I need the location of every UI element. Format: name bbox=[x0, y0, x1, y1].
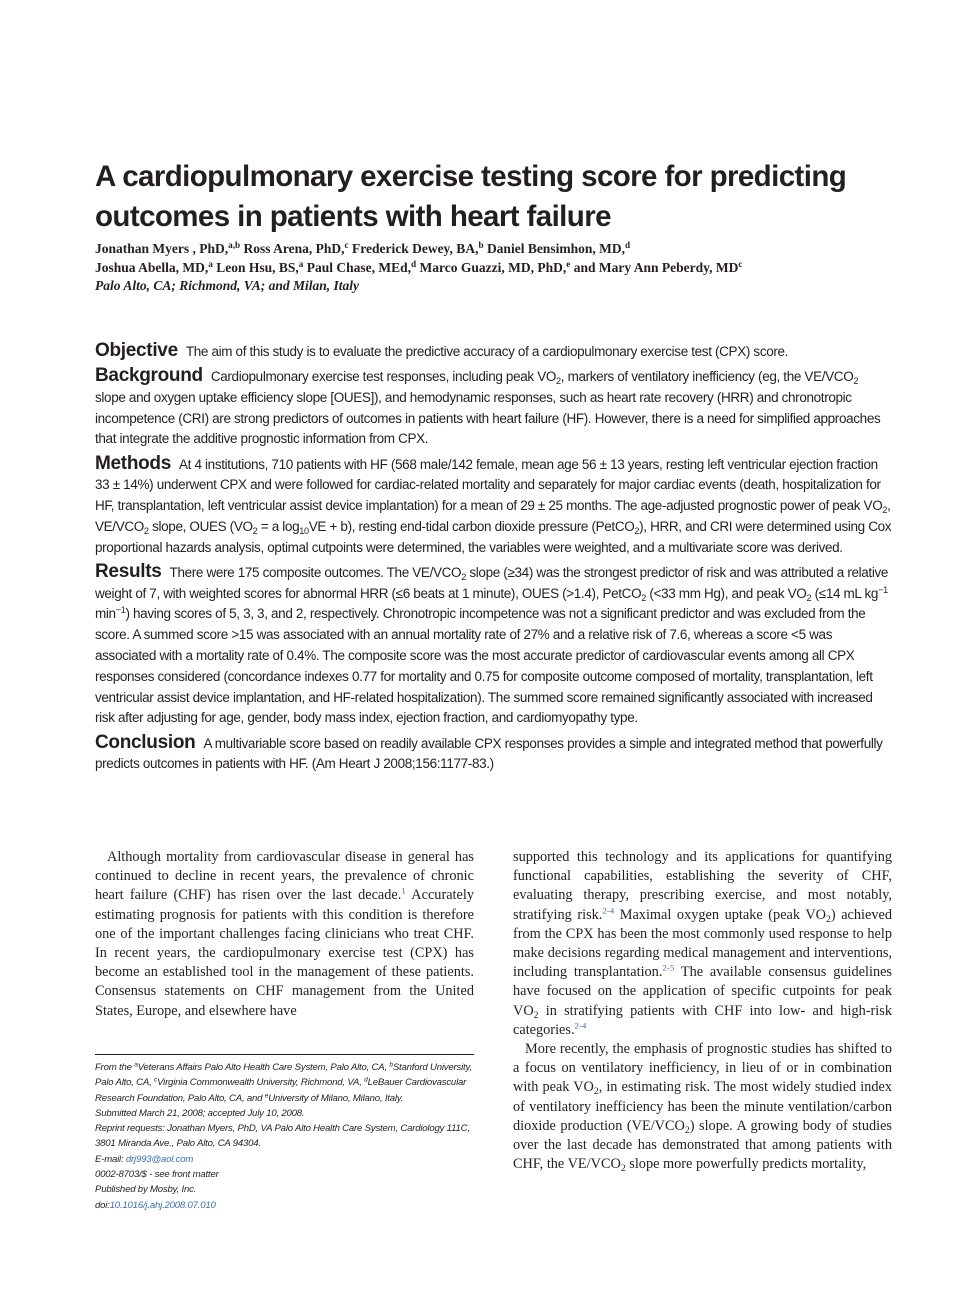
abstract-heading-results: Results bbox=[95, 560, 162, 582]
body-text: Maximal oxygen uptake (peak VO bbox=[614, 906, 826, 923]
abstract-text: min bbox=[95, 606, 116, 622]
doi-link[interactable]: 10.1016/j.ahj.2008.07.010 bbox=[109, 1199, 216, 1211]
article-title: A cardiopulmonary exercise testing score for predicting outcomes in patients with heart failure bbox=[95, 160, 847, 233]
abstract-objective bbox=[95, 341, 892, 363]
abstract-heading-conclusion: Conclusion bbox=[95, 731, 196, 753]
abstract-text: VE + b), resting end-tidal carbon dioxide pressure (PetCO bbox=[308, 518, 635, 534]
footnote-email bbox=[95, 1152, 474, 1167]
footnote-affiliations bbox=[95, 1060, 474, 1106]
subscript: 2 bbox=[882, 504, 888, 515]
body-text: supported this technology and its applications for quantifying functional capabilities, establishing the severity of CHF, evaluating therapy, prescribing exercise, and most notably, stratifying risk. bbox=[513, 849, 892, 923]
subscript: 2 bbox=[593, 1086, 599, 1098]
subscript: 2 bbox=[641, 592, 646, 603]
body-text: Accurately estimating prognosis for patients with this condition is therefore one of the important challenges facing clinicians who treat CHF. In recent years, the cardiopulmonary exercise test (CPX) has become an established tool in the management of these patients. Consensus statements on CHF management from the United States, Europe, and elsewhere have bbox=[95, 887, 474, 1019]
author-name: Jonathan Myers , PhD, bbox=[95, 241, 229, 256]
author-affil-mark: d bbox=[411, 258, 417, 269]
author-name: Paul Chase, MEd, bbox=[303, 259, 412, 275]
footnote-divider bbox=[95, 1054, 474, 1055]
author-affil-mark: a,b bbox=[228, 239, 241, 250]
body-column-left bbox=[95, 848, 474, 1021]
footnote-doi bbox=[95, 1198, 474, 1213]
footnote-text: Virginia Commonwealth University, Richmond, VA, bbox=[157, 1077, 365, 1089]
abstract-text: The aim of this study is to evaluate the predictive accuracy of a cardiopulmonary exercise test (CPX) score. bbox=[185, 344, 789, 359]
author-affil-mark: a bbox=[208, 258, 213, 269]
subscript: 2 bbox=[620, 1163, 626, 1175]
body-paragraph bbox=[95, 848, 474, 1021]
abstract-text: A multivariable score based on readily available CPX responses provides a simple and integrated method that powerfully predicts outcomes in patients with HF. (Am Heart J 2008;156:1177-83.) bbox=[95, 735, 883, 772]
superscript: −1 bbox=[115, 605, 126, 616]
author-name: Daniel Bensimhon, MD, bbox=[483, 241, 625, 256]
subscript: 2 bbox=[143, 525, 149, 536]
citation-link[interactable]: 1 bbox=[401, 886, 406, 897]
abstract-heading-objective: Objective bbox=[95, 340, 178, 361]
subscript: 2 bbox=[533, 1009, 539, 1021]
subscript: 2 bbox=[252, 525, 258, 536]
abstract-text: There were 175 composite outcomes. The VE/VCO bbox=[169, 564, 462, 580]
body-text: slope more powerfully predicts mortality, bbox=[625, 1156, 867, 1173]
abstract-heading-background: Background bbox=[95, 365, 203, 387]
body-text: in stratifying patients with CHF into low- and high-risk categories. bbox=[513, 1002, 892, 1038]
footnote-text: doi: bbox=[95, 1199, 110, 1211]
body-text: Although mortality from cardiovascular disease in general has continued to decline in recent years, the prevalence of chronic heart failure (CHF) has risen over the last decade. bbox=[95, 849, 474, 904]
author-affil-mark: d bbox=[624, 239, 631, 250]
footnote-text: Stanford University, Palo Alto, CA, bbox=[95, 1062, 472, 1089]
email-link[interactable]: drj993@aol.com bbox=[125, 1153, 194, 1165]
abstract-text: = a log bbox=[257, 518, 300, 534]
abstract-methods bbox=[95, 454, 892, 559]
superscript: −1 bbox=[878, 584, 888, 595]
body-paragraph bbox=[513, 1040, 892, 1174]
body-text: ) achieved from the CPX has been the most commonly used response to help make decisions regarding medical management and interventions, including transplantation. bbox=[513, 906, 892, 981]
author-name: and Mary Ann Peberdy, MD bbox=[570, 259, 739, 275]
author-locations: Palo Alto, CA; Richmond, VA; and Milan, Italy bbox=[95, 278, 360, 293]
author-affil-mark: a bbox=[298, 258, 304, 269]
footnote-issn: 0002-8703/$ - see front matter bbox=[95, 1169, 219, 1181]
subscript: 2 bbox=[634, 525, 640, 536]
body-text: ) slope. A growing body of studies over the last decade has demonstrated that among patients with CHF, the VE/VCO bbox=[513, 1117, 893, 1173]
author-name: Ross Arena, PhD, bbox=[240, 241, 345, 256]
abstract-text: ), HRR, and CRI were determined using Cox proportional hazards analysis, optimal cutpoints were determined, the variables were weighted, and a multivariate score was derived. bbox=[95, 518, 892, 555]
body-text: More recently, the emphasis of prognostic studies has shifted to a focus on ventilatory inefficiency, in lieu of or in combination with peak VO bbox=[513, 1041, 892, 1096]
footnote-text: University of Milano, Milano, Italy. bbox=[268, 1092, 404, 1104]
abstract-text: (<33 mm Hg), and peak VO bbox=[646, 585, 807, 601]
abstract-text: ) having scores of 5, 3, 3, and 2, respectively. Chronotropic incompetence was not a significant predictor and was excluded from the score. A summed score >15 was associated with an annual mortality rate of 27% and a relative risk of 7.6, whereas a score <5 was associated with a mortality rate of 0.4%. The composite score was the most accurate predictor of cardiovascular events among all CPX responses considered (concordance indexes 0.77 for mortality and 0.75 for composite outcome composed of mortality, transplantation, left ventricular assist device implantation, and HF-related hospitalization). The summed score remained significantly associated with increased risk after adjusting for age, gender, body mass index, ejection fraction, and cardiomyopathy type. bbox=[95, 606, 873, 726]
author-affil-mark: c bbox=[344, 239, 349, 250]
abstract-results bbox=[95, 562, 892, 729]
abstract-heading-methods: Methods bbox=[95, 452, 172, 474]
body-text: , in estimating risk. The most widely studied index of ventilatory inefficiency has been the minute ventilation/carbon dioxide production (VE/VCO bbox=[513, 1079, 892, 1134]
author-name: Leon Hsu, BS, bbox=[212, 259, 299, 275]
abstract-conclusion bbox=[95, 733, 892, 776]
abstract-background bbox=[95, 366, 892, 450]
abstract-text: slope, OUES (VO bbox=[148, 518, 253, 534]
footnote-publisher: Published by Mosby, Inc. bbox=[95, 1184, 197, 1196]
author-affil-mark: c bbox=[738, 258, 743, 269]
article-page bbox=[95, 0, 892, 1305]
author-affil-mark: e bbox=[566, 258, 571, 269]
body-column-right bbox=[513, 848, 892, 1174]
abstract-text: (≤14 mL kg bbox=[811, 585, 879, 601]
footnote-text: E-mail: bbox=[95, 1153, 126, 1165]
affil-mark: e bbox=[264, 1092, 269, 1100]
footnote-reprint: Reprint requests: Jonathan Myers, PhD, VA Palo Alto Health Care System, Cardiology 111C, 3801 Miranda Ave., Palo Alto, CA 94304. bbox=[95, 1123, 470, 1150]
subscript: 2 bbox=[853, 375, 859, 386]
subscript: 2 bbox=[461, 571, 466, 582]
citation-link[interactable]: 2-4 bbox=[602, 905, 615, 916]
abstract-text: slope and oxygen uptake efficiency slope [OUES]), and hemodynamic responses, such as heart rate recovery (HRR) and chronotropic incompetence (CRI) are strong predictors of outcomes in patients with heart failure (HF). However, there is a need for simplified approaches that integrate the additive prognostic information from CPX. bbox=[95, 389, 881, 447]
footnote-text: From the bbox=[95, 1062, 135, 1073]
subscript: 10 bbox=[299, 525, 309, 536]
subscript: 2 bbox=[684, 1124, 690, 1136]
subscript: 2 bbox=[556, 375, 561, 386]
abstract bbox=[95, 341, 892, 778]
author-name: Joshua Abella, MD, bbox=[95, 259, 209, 275]
citation-link[interactable]: 2-5 bbox=[662, 962, 675, 973]
affil-mark: c bbox=[154, 1076, 158, 1084]
author-affil-mark: b bbox=[478, 239, 484, 250]
affil-mark: b bbox=[389, 1061, 393, 1069]
affil-mark: d bbox=[364, 1076, 368, 1084]
subscript: 2 bbox=[806, 592, 812, 603]
author-name: Frederick Dewey, BA, bbox=[348, 241, 479, 256]
author-name: Marco Guazzi, MD, PhD, bbox=[416, 259, 567, 275]
author-block bbox=[95, 240, 895, 296]
subscript: 2 bbox=[826, 913, 831, 925]
footnotes bbox=[95, 1060, 474, 1213]
abstract-text: Cardiopulmonary exercise test responses, including peak VO bbox=[210, 369, 556, 385]
abstract-text: slope (≥34) was the strongest predictor of risk and was attributed a relative weight of 7, with weighted scores for abnormal HRR (≤6 beats at 1 minute), OUES (>1.4), PetCO bbox=[95, 564, 889, 601]
body-paragraph bbox=[513, 848, 892, 1040]
footnote-text: LeBauer Cardiovascular Research Foundation, Palo Alto, CA, and bbox=[95, 1077, 467, 1104]
body-text: The available consensus guidelines have focused on the application of specific cutpoints for peak VO bbox=[513, 964, 893, 1019]
affil-mark: a bbox=[134, 1061, 138, 1069]
footnote-text: Veterans Affairs Palo Alto Health Care System, Palo Alto, CA, bbox=[137, 1062, 390, 1073]
citation-link[interactable]: 2-4 bbox=[574, 1020, 587, 1031]
abstract-text: , VE/VCO bbox=[95, 498, 891, 534]
abstract-text: At 4 institutions, 710 patients with HF (568 male/142 female, mean age 56 ± 13 years, resting left ventricular ejection fraction 33 ± 14%) underwent CPX and were followed for cardiac-related mortality and separately for major cardiac events (death, hospitalization for HF, transplantation, left ventricular assist device implantation) for a mean of 29 ± 25 months. The age-adjusted prognostic power of peak VO bbox=[95, 456, 883, 514]
author-line-1 bbox=[95, 240, 895, 259]
author-line-2 bbox=[95, 259, 895, 278]
footnote-submitted: Submitted March 21, 2008; accepted July 10, 2008. bbox=[95, 1107, 305, 1119]
abstract-text: , markers of ventilatory inefficiency (eg, the VE/VCO bbox=[560, 369, 854, 385]
